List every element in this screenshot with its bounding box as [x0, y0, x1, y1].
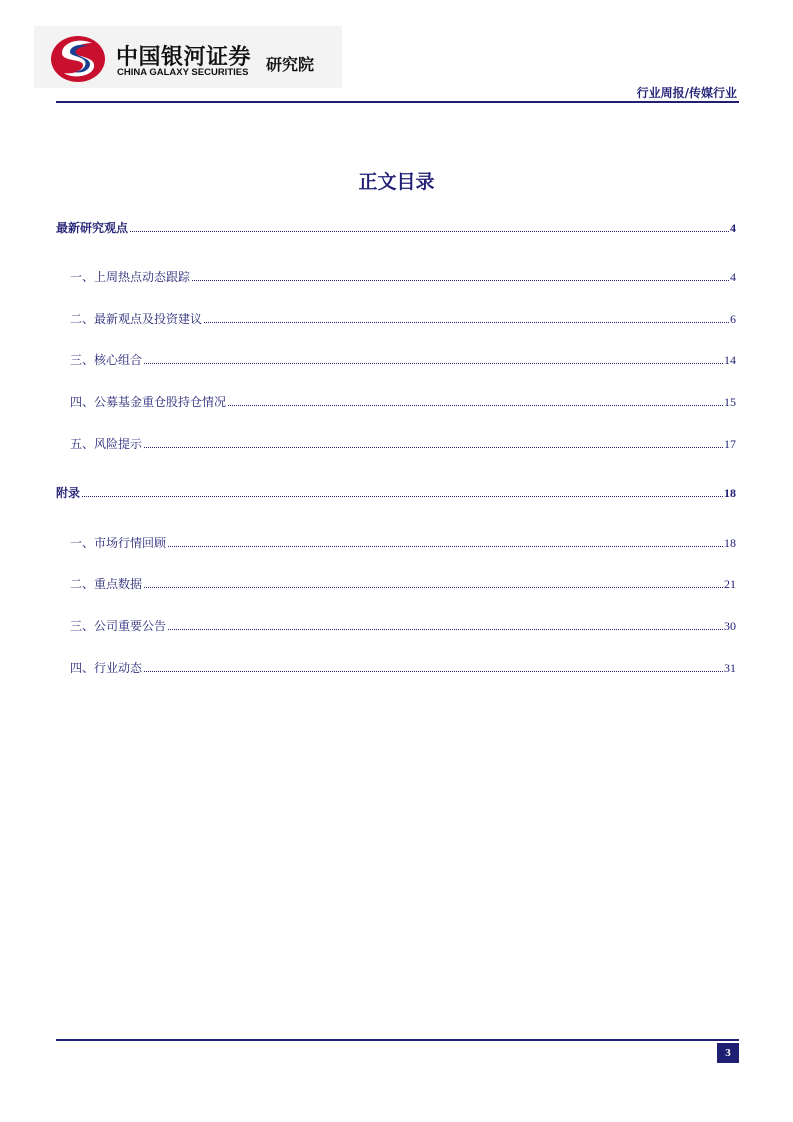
- toc-entry-page: 4: [730, 270, 736, 284]
- toc-entry-key-data[interactable]: [70, 574, 736, 592]
- toc-entry-page: 31: [724, 661, 736, 675]
- toc-leader-dots: [82, 496, 723, 497]
- toc-entry-latest-views[interactable]: [56, 218, 736, 236]
- logo-institute-name: 研究院: [266, 55, 315, 74]
- toc-entry-page: 18: [724, 536, 736, 550]
- toc-entry-page: 6: [730, 312, 736, 326]
- toc-entry-core-portfolio[interactable]: [70, 350, 736, 368]
- toc-entry-label: 五、风险提示: [70, 437, 143, 451]
- logo-english-name: CHINA GALAXY SECURITIES: [117, 67, 249, 78]
- toc-entry-page: 17: [724, 437, 736, 451]
- toc-entry-market-review[interactable]: [70, 533, 736, 551]
- footer-divider: [56, 1039, 739, 1041]
- toc-entry-investment-advice[interactable]: [70, 309, 736, 327]
- toc-entry-label: 四、行业动态: [70, 661, 143, 675]
- page-number: 3: [717, 1043, 739, 1063]
- toc-entry-page: 18: [724, 486, 736, 500]
- toc-entry-industry-news[interactable]: [70, 658, 736, 676]
- toc-entry-fund-holdings[interactable]: [70, 392, 736, 410]
- toc-leader-dots: [168, 629, 723, 630]
- toc-entry-weekly-hotspots[interactable]: [70, 267, 736, 285]
- toc-entry-label: 四、公募基金重仓股持仓情况: [70, 395, 227, 409]
- toc-leader-dots: [204, 322, 729, 323]
- toc-entry-page: 14: [724, 353, 736, 367]
- galaxy-logo-icon: [48, 33, 108, 85]
- toc-entry-page: 4: [730, 221, 736, 235]
- toc-entry-page: 15: [724, 395, 736, 409]
- report-category-tag: 行业周报/传媒行业: [636, 86, 737, 100]
- toc-entry-label: 三、公司重要公告: [70, 619, 167, 633]
- toc-leader-dots: [130, 231, 729, 232]
- toc-entry-label: 三、核心组合: [70, 353, 143, 367]
- toc-entry-company-announcements[interactable]: [70, 616, 736, 634]
- toc-leader-dots: [144, 587, 723, 588]
- toc-leader-dots: [144, 363, 723, 364]
- header-divider: [56, 101, 739, 103]
- toc-leader-dots: [228, 405, 723, 406]
- toc-entry-label: 二、最新观点及投资建议: [70, 312, 203, 326]
- toc-entry-label: 一、上周热点动态跟踪: [70, 270, 191, 284]
- toc-leader-dots: [168, 546, 723, 547]
- toc-entry-label: 附录: [56, 486, 81, 500]
- logo-chinese-name: 中国银河证券: [116, 45, 252, 70]
- toc-leader-dots: [144, 447, 723, 448]
- toc-entry-page: 21: [724, 577, 736, 591]
- toc-entry-appendix[interactable]: [56, 483, 736, 501]
- toc-leader-dots: [192, 280, 729, 281]
- toc-leader-dots: [144, 671, 723, 672]
- toc-entry-label: 二、重点数据: [70, 577, 143, 591]
- toc-entry-risk-warning[interactable]: [70, 434, 736, 452]
- toc-title: 正文目录: [358, 171, 435, 193]
- toc-entry-page: 30: [724, 619, 736, 633]
- toc-entry-label: 一、市场行情回顾: [70, 536, 167, 550]
- toc-entry-label: 最新研究观点: [56, 221, 129, 235]
